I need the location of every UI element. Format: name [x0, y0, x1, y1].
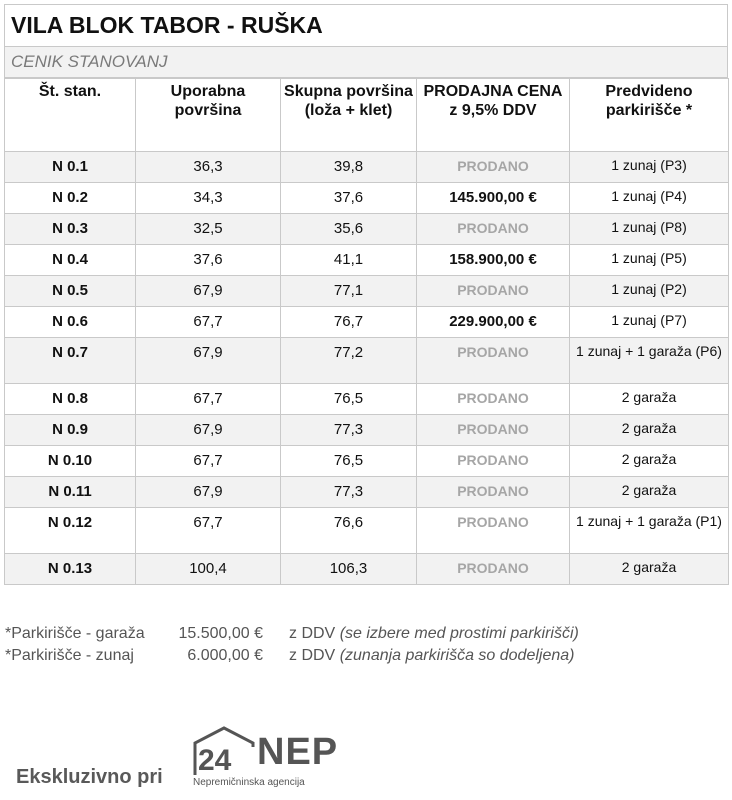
table-row	[5, 554, 729, 585]
usable-area-cell: 67,9	[136, 338, 281, 384]
note-ddv	[289, 645, 574, 667]
price-cell: PRODANO	[417, 384, 570, 415]
logo-house-icon	[191, 725, 257, 777]
note-ddv	[289, 623, 579, 645]
price-cell: PRODANO	[417, 214, 570, 245]
price-cell: 145.900,00 €	[417, 183, 570, 214]
table-row	[5, 508, 729, 554]
page-subtitle: CENIK STANOVANJ	[11, 52, 168, 71]
price-cell: PRODANO	[417, 554, 570, 585]
parking-cell: 1 zunaj (P8)	[570, 214, 729, 245]
unit-cell: N 0.7	[5, 338, 136, 384]
note-ddv-text: z DDV	[289, 647, 336, 664]
usable-area-cell: 67,7	[136, 446, 281, 477]
parking-cell: 1 zunaj (P5)	[570, 245, 729, 276]
usable-area-cell: 32,5	[136, 214, 281, 245]
total-area-cell: 76,5	[281, 446, 417, 477]
price-list-sheet	[4, 4, 728, 585]
usable-area-cell: 67,7	[136, 508, 281, 554]
table-body	[5, 152, 729, 585]
total-area-cell: 35,6	[281, 214, 417, 245]
table-row	[5, 183, 729, 214]
note-ddv-text: z DDV	[289, 625, 336, 642]
note-amount: 6.000,00 €	[187, 647, 263, 664]
table-row	[5, 446, 729, 477]
table-row	[5, 338, 729, 384]
price-cell: PRODANO	[417, 415, 570, 446]
total-area-cell: 77,2	[281, 338, 417, 384]
unit-cell: N 0.9	[5, 415, 136, 446]
parking-cell: 2 garaža	[570, 415, 729, 446]
unit-cell: N 0.13	[5, 554, 136, 585]
logo-tagline: Nepremičninska agencija	[193, 777, 305, 788]
unit-cell: N 0.10	[5, 446, 136, 477]
usable-area-cell: 67,9	[136, 477, 281, 508]
total-area-cell: 37,6	[281, 183, 417, 214]
table-row	[5, 245, 729, 276]
price-cell: PRODANO	[417, 446, 570, 477]
note-comment: (se izbere med prostimi parkirišči)	[339, 625, 579, 642]
note-label: *Parkirišče - zunaj	[5, 647, 134, 664]
parking-notes	[5, 623, 725, 667]
unit-cell: N 0.5	[5, 276, 136, 307]
total-area-cell: 77,3	[281, 477, 417, 508]
total-area-cell: 77,1	[281, 276, 417, 307]
note-outdoor	[5, 645, 725, 667]
page-title: VILA BLOK TABOR - RUŠKA	[11, 12, 323, 38]
note-garage	[5, 623, 725, 645]
table-row	[5, 384, 729, 415]
total-area-cell: 76,6	[281, 508, 417, 554]
usable-area-cell: 67,7	[136, 307, 281, 338]
parking-cell: 2 garaža	[570, 446, 729, 477]
parking-cell: 1 zunaj (P4)	[570, 183, 729, 214]
unit-cell: N 0.6	[5, 307, 136, 338]
apartments-table	[4, 78, 729, 585]
note-label: *Parkirišče - garaža	[5, 625, 145, 642]
unit-cell: N 0.12	[5, 508, 136, 554]
price-cell: 158.900,00 €	[417, 245, 570, 276]
table-header-row	[5, 79, 729, 152]
usable-area-cell: 67,9	[136, 415, 281, 446]
parking-cell: 2 garaža	[570, 384, 729, 415]
table-row	[5, 307, 729, 338]
column-header-parking: Predvideno parkirišče *	[570, 79, 729, 152]
total-area-cell: 106,3	[281, 554, 417, 585]
total-area-cell: 76,7	[281, 307, 417, 338]
parking-cell: 1 zunaj (P3)	[570, 152, 729, 183]
column-header-unit: Št. stan.	[5, 79, 136, 152]
table-row	[5, 477, 729, 508]
usable-area-cell: 100,4	[136, 554, 281, 585]
unit-cell: N 0.3	[5, 214, 136, 245]
agency-logo	[191, 725, 351, 793]
usable-area-cell: 37,6	[136, 245, 281, 276]
price-cell: PRODANO	[417, 152, 570, 183]
usable-area-cell: 67,7	[136, 384, 281, 415]
table-row	[5, 214, 729, 245]
table-row	[5, 152, 729, 183]
total-area-cell: 39,8	[281, 152, 417, 183]
parking-cell: 1 zunaj (P7)	[570, 307, 729, 338]
total-area-cell: 76,5	[281, 384, 417, 415]
unit-cell: N 0.8	[5, 384, 136, 415]
parking-cell: 1 zunaj (P2)	[570, 276, 729, 307]
usable-area-cell: 36,3	[136, 152, 281, 183]
total-area-cell: 41,1	[281, 245, 417, 276]
column-header-usable-area: Uporabna površina	[136, 79, 281, 152]
footer	[16, 725, 416, 795]
note-amount: 15.500,00 €	[178, 625, 263, 642]
column-header-total-area: Skupna površina (loža + klet)	[281, 79, 417, 152]
subtitle-row	[4, 47, 728, 78]
parking-cell: 1 zunaj + 1 garaža (P1)	[570, 508, 729, 554]
usable-area-cell: 67,9	[136, 276, 281, 307]
price-cell: PRODANO	[417, 508, 570, 554]
exclusive-label: Ekskluzivno pri	[16, 766, 163, 788]
price-cell: PRODANO	[417, 338, 570, 384]
usable-area-cell: 34,3	[136, 183, 281, 214]
total-area-cell: 77,3	[281, 415, 417, 446]
unit-cell: N 0.4	[5, 245, 136, 276]
price-cell: PRODANO	[417, 477, 570, 508]
unit-cell: N 0.1	[5, 152, 136, 183]
parking-cell: 2 garaža	[570, 477, 729, 508]
table-row	[5, 276, 729, 307]
note-comment: (zunanja parkirišča so dodeljena)	[339, 647, 575, 664]
column-header-price: PRODAJNA CENA z 9,5% DDV	[417, 79, 570, 152]
title-row	[4, 4, 728, 47]
unit-cell: N 0.11	[5, 477, 136, 508]
unit-cell: N 0.2	[5, 183, 136, 214]
parking-cell: 2 garaža	[570, 554, 729, 585]
price-cell: 229.900,00 €	[417, 307, 570, 338]
parking-cell: 1 zunaj + 1 garaža (P6)	[570, 338, 729, 384]
logo-number: 24	[198, 744, 232, 777]
logo-name: NEP	[257, 731, 339, 773]
price-cell: PRODANO	[417, 276, 570, 307]
table-row	[5, 415, 729, 446]
